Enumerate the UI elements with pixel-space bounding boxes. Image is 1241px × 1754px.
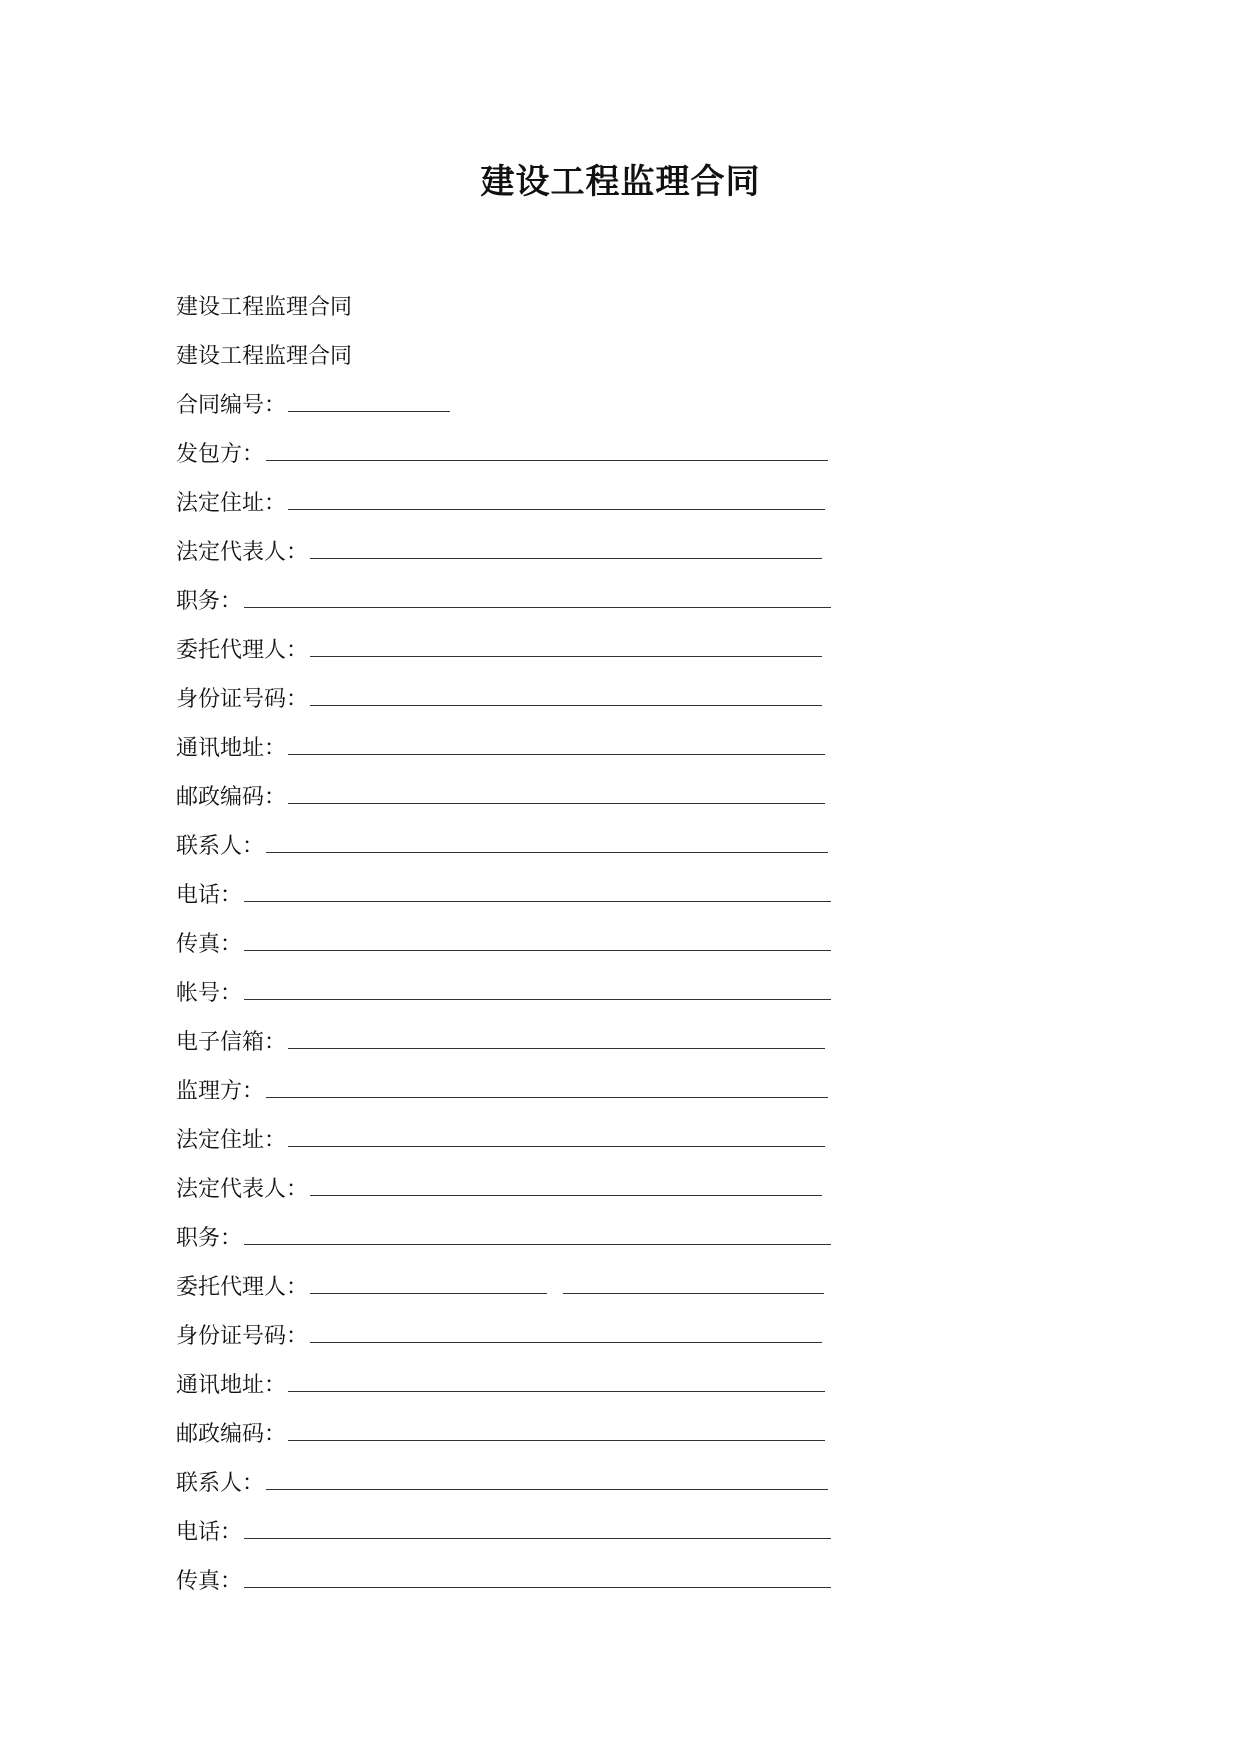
supervisor-agent-label: 委托代理人： [176, 1275, 309, 1300]
employer-mail-address-blank[interactable] [288, 736, 825, 755]
supervisor-legal-rep-blank[interactable] [310, 1177, 822, 1196]
supervisor-phone-row [176, 1508, 856, 1557]
employer-address-row [176, 479, 856, 528]
employer-legal-rep-blank[interactable] [310, 540, 822, 559]
employer-id-row [176, 675, 856, 724]
employer-mail-address-row [176, 724, 856, 773]
employer-account-row [176, 969, 856, 1018]
intro-line [176, 283, 856, 332]
supervisor-address-blank[interactable] [288, 1128, 825, 1147]
employer-postcode-blank[interactable] [288, 785, 825, 804]
employer-account-blank[interactable] [244, 981, 831, 1000]
contract-number-row [176, 381, 856, 430]
supervisor-legal-rep-row [176, 1165, 856, 1214]
employer-party-label: 发包方： [176, 442, 265, 467]
employer-position-blank[interactable] [244, 589, 831, 608]
supervisor-fax-label: 传真： [176, 1569, 243, 1594]
supervisor-mail-address-blank[interactable] [288, 1373, 825, 1392]
supervisor-postcode-row [176, 1410, 856, 1459]
employer-legal-rep-row [176, 528, 856, 577]
supervisor-position-label: 职务： [176, 1226, 243, 1251]
supervisor-id-blank[interactable] [310, 1324, 822, 1343]
employer-fax-label: 传真： [176, 932, 243, 957]
supervisor-position-blank[interactable] [244, 1226, 831, 1245]
employer-position-label: 职务： [176, 589, 243, 614]
supervisor-contact-blank[interactable] [266, 1471, 828, 1490]
employer-phone-row [176, 871, 856, 920]
employer-legal-rep-label: 法定代表人： [176, 540, 309, 565]
supervisor-contact-label: 联系人： [176, 1471, 265, 1496]
employer-contact-blank[interactable] [266, 834, 828, 853]
employer-account-label: 帐号： [176, 981, 243, 1006]
employer-postcode-row [176, 773, 856, 822]
employer-address-label: 法定住址： [176, 491, 287, 516]
employer-email-label: 电子信箱： [176, 1030, 287, 1055]
supervisor-agent-blank-2[interactable] [563, 1275, 824, 1294]
supervisor-position-row [176, 1214, 856, 1263]
supervisor-party-label: 监理方： [176, 1079, 265, 1104]
supervisor-party-row [176, 1067, 856, 1116]
contract-number-label: 合同编号： [176, 393, 287, 418]
supervisor-fax-row [176, 1557, 856, 1606]
employer-contact-label: 联系人： [176, 834, 265, 859]
intro-text: 建设工程监理合同 [176, 295, 353, 320]
employer-fax-blank[interactable] [244, 932, 831, 951]
supervisor-address-row [176, 1116, 856, 1165]
supervisor-contact-row [176, 1459, 856, 1508]
supervisor-postcode-blank[interactable] [288, 1422, 825, 1441]
employer-party-row [176, 430, 856, 479]
supervisor-mail-address-row [176, 1361, 856, 1410]
supervisor-mail-address-label: 通讯地址： [176, 1373, 287, 1398]
supervisor-phone-label: 电话： [176, 1520, 243, 1545]
employer-party-blank[interactable] [266, 442, 828, 461]
employer-phone-label: 电话： [176, 883, 243, 908]
supervisor-fax-blank[interactable] [244, 1569, 831, 1588]
employer-position-row [176, 577, 856, 626]
document-title: 建设工程监理合同 [480, 162, 761, 202]
intro-line [176, 332, 856, 381]
supervisor-legal-rep-label: 法定代表人： [176, 1177, 309, 1202]
employer-id-blank[interactable] [310, 687, 822, 706]
employer-phone-blank[interactable] [244, 883, 831, 902]
employer-agent-blank[interactable] [310, 638, 822, 657]
supervisor-address-label: 法定住址： [176, 1128, 287, 1153]
supervisor-id-label: 身份证号码： [176, 1324, 309, 1349]
employer-email-row [176, 1018, 856, 1067]
employer-mail-address-label: 通讯地址： [176, 736, 287, 761]
employer-agent-label: 委托代理人： [176, 638, 309, 663]
supervisor-phone-blank[interactable] [244, 1520, 831, 1539]
employer-id-label: 身份证号码： [176, 687, 309, 712]
contract-number-blank[interactable] [288, 393, 450, 412]
employer-postcode-label: 邮政编码： [176, 785, 287, 810]
document-body [176, 283, 856, 1606]
supervisor-agent-blank[interactable] [310, 1275, 547, 1294]
supervisor-agent-row [176, 1263, 856, 1312]
supervisor-postcode-label: 邮政编码： [176, 1422, 287, 1447]
supervisor-party-blank[interactable] [266, 1079, 828, 1098]
employer-contact-row [176, 822, 856, 871]
employer-address-blank[interactable] [288, 491, 825, 510]
supervisor-id-row [176, 1312, 856, 1361]
employer-fax-row [176, 920, 856, 969]
intro-text: 建设工程监理合同 [176, 344, 353, 369]
employer-email-blank[interactable] [288, 1030, 825, 1049]
employer-agent-row [176, 626, 856, 675]
